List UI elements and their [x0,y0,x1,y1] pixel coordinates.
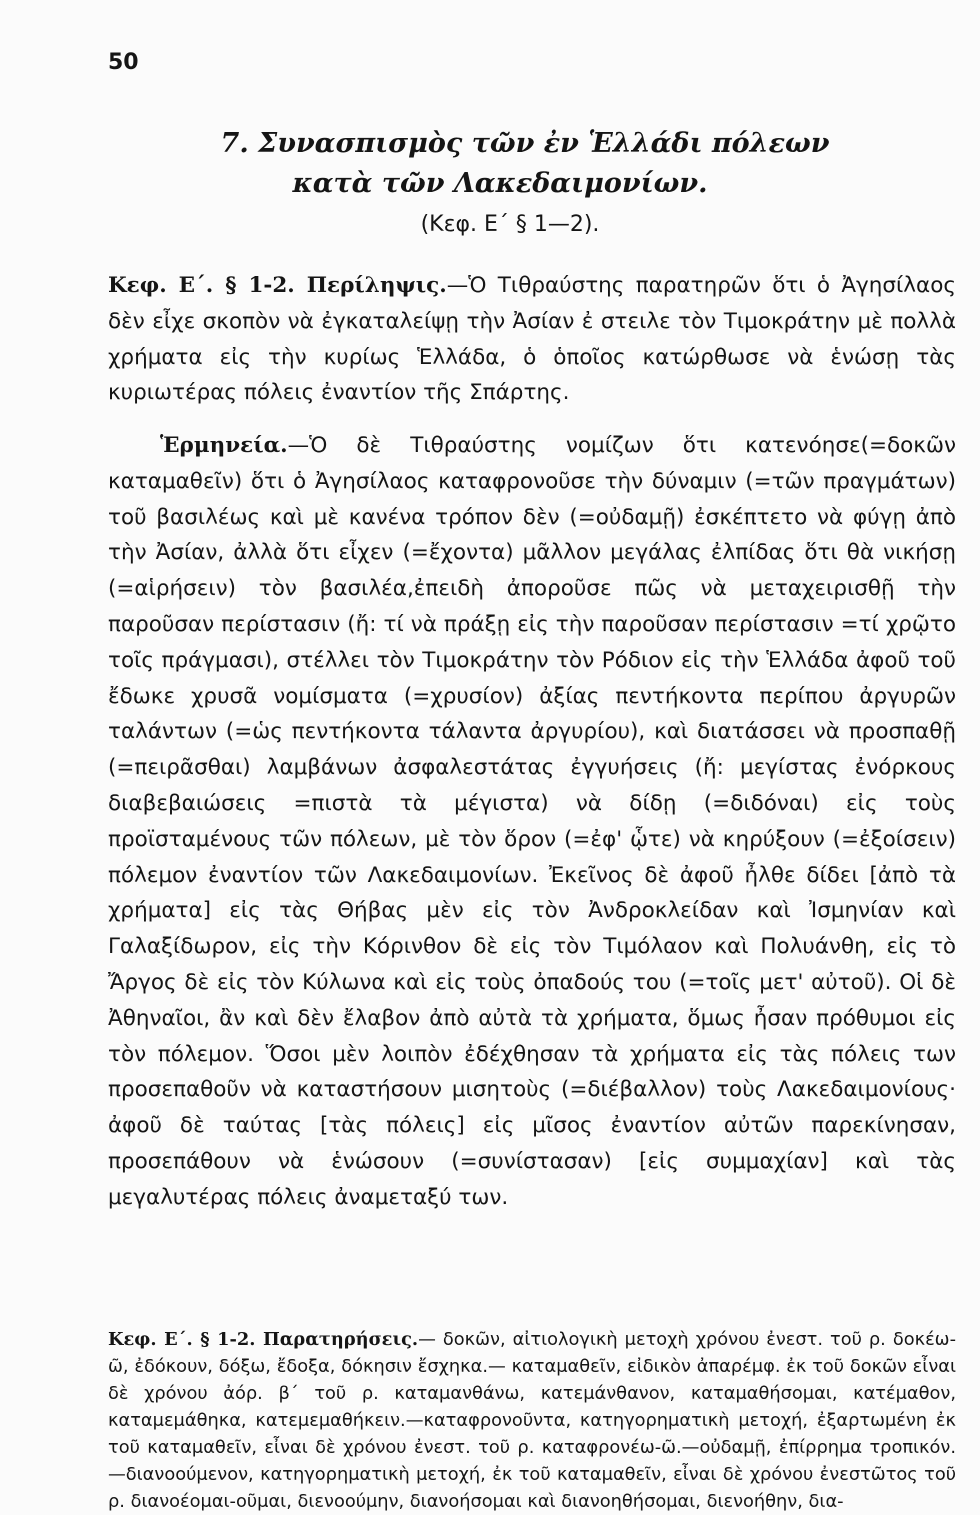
summary-paragraph [108,268,956,411]
notes-paragraph [108,1326,956,1515]
summary-label: Κεφ. Ε´. § 1-2. Περίληψις. [108,273,447,298]
interpretation-paragraph [108,428,956,1216]
summary-text: —Ὁ Τιθραύστης παρατηρῶν ὅτι ὁ Ἀγησίλαος δὲν εἶχε σκοπὸν νὰ ἐγκαταλείψῃ τὴν Ἀσίαν ἐ στειλε τὸν Τιμοκράτην μὲ πολλὰ χρήματα εἰς τὴν κυρίως Ἑλλάδα, ὁ ὁποῖος κατώρθωσε νὰ ἑνώσῃ τὰς κυριωτέρας πόλεις ἐναντίον τῆς Σπάρτης. [108,273,956,406]
interpretation-label: Ἑρμηνεία. [160,433,288,458]
page-number: 50 [108,50,139,75]
notes-text: — δοκῶν, αἰτιολογικὴ μετοχὴ χρόνου ἐνεστ. τοῦ ρ. δοκέω-ῶ, ἐδόκουν, δόξω, ἔδοξα, δόκησιν ἔσχηκα.— καταμαθεῖν, εἰδικὸν ἀπαρέμφ. ἐκ τοῦ δοκῶν εἶναι δὲ χρόνου ἀόρ. β´ τοῦ ρ. καταμανθάνω, κατεμάνθανον, καταμαθήσομαι, κατέμαθον, καταμεμάθηκα, κατεμεμαθήκειν.—καταφρονοῦντα, κατηγορηματικὴ μετοχή, ἐξαρτωμένη ἐκ τοῦ καταμαθεῖν, εἶναι δὲ χρόνου ἐνεστ. τοῦ ρ. καταφρονέω-ῶ.—οὐδαμῇ, ἐπίρρημα τροπικόν.—διανοούμενον, κατηγορηματικὴ μετοχή, ἐκ τοῦ καταμαθεῖν, εἶναι δὲ χρόνου ἐνεστῶτος τοῦ ρ. διανοέομαι-οῦμαι, διενοούμην, διανοήσομαι καὶ διανοηθήσομαι, διενοήθην, δια- [108,1329,956,1512]
section-title-line2: κατὰ τῶν Λακεδαιμονίων. [292,168,708,199]
notes-label: Κεφ. Ε´. § 1-2. Παρατηρήσεις. [108,1329,419,1350]
chapter-reference: (Κεφ. Ε´ § 1—2). [420,212,600,237]
section-title-line1: 7. Συνασπισμὸς τῶν ἐν Ἑλλάδι πόλεων [220,128,830,159]
interpretation-text: —Ὁ δὲ Τιθραύστης νομίζων ὅτι κατενόησε(=δοκῶν καταμαθεῖν) ὅτι ὁ Ἀγησίλαος καταφρονοῦσε τὴν δύναμιν (=τῶν πραγμάτων) τοῦ βασιλέως καὶ μὲ κανένα τρόπον δὲν (=οὐδαμῇ) ἐσκέπτετο νὰ φύγῃ ἀπὸ τὴν Ἀσίαν, ἀλλὰ ὅτι εἶχεν (=ἔχοντα) μᾶλλον μεγάλας ἐλπίδας ὅτι θὰ νικήσῃ (=αἱρήσειν) τὸν βασιλέα,ἐπειδὴ ἀποροῦσε πῶς νὰ μεταχειρισθῇ τὴν παροῦσαν περίστασιν (ἤ: τί νὰ πράξῃ εἰς τὴν παροῦσαν περίστασιν =τί χρῷτο τοῖς πράγμασι), στέλλει τὸν Τιμοκράτην τὸν Ρόδιον εἰς τὴν Ἑλλάδα ἀφοῦ τοῦ ἔδωκε χρυσᾶ νομίσματα (=χρυσίον) ἀξίας πεντήκοντα περίπου ἀργυρῶν ταλάντων (=ὡς πεντήκοντα τάλαντα ἀργυρίου), καὶ διατάσσει νὰ προσπαθῇ (=πειρᾶσθαι) λαμβάνων ἀσφαλεστάτας ἐγγυήσεις (ἤ: μεγίστας ἐνόρκους διαβεβαιώσεις =πιστὰ τὰ μέγιστα) νὰ δίδῃ (=διδόναι) εἰς τοὺς προϊσταμένους τῶν πόλεων, μὲ τὸν ὅρον (=ἐφ' ᾧτε) νὰ κηρύξουν (=ἐξοίσειν) πόλεμον ἐναντίον τῶν Λακεδαιμονίων. Ἐκεῖνος δὲ ἀφοῦ ἦλθε δίδει [ἀπὸ τὰ χρήματα] εἰς τὰς Θήβας μὲν εἰς τὸν Ἀνδροκλείδαν καὶ Ἰσμηνίαν καὶ Γαλαξίδωρον, εἰς τὴν Κόρινθον δὲ εἰς τὸν Τιμόλαον καὶ Πολυάνθη, εἰς τὸ Ἄργος δὲ εἰς τὸν Κύλωνα καὶ εἰς τοὺς ὀπαδούς του (=τοῖς μετ' αὐτοῦ). Οἱ δὲ Ἀθηναῖοι, ἂν καὶ δὲν ἔλαβον ἀπὸ αὐτὰ τὰ χρήματα, ὅμως ἦσαν πρόθυμοι εἰς τὸν πόλεμον. Ὅσοι μὲν λοιπὸν ἐδέχθησαν τὰ χρήματα εἰς τὰς πόλεις των προσεπαθοῦν νὰ καταστήσουν μισητοὺς (=διέβαλλον) τοὺς Λακεδαιμονίους· ἀφοῦ δὲ ταύτας [τὰς πόλεις] εἰς μῖσος ἐναντίον αὐτῶν παρεκίνησαν, προσεπάθουν νὰ ἑνώσουν (=συνίστασαν) [εἰς συμμαχίαν] καὶ τὰς μεγαλυτέρας πόλεις ἀναμεταξύ των. [108,433,956,1210]
